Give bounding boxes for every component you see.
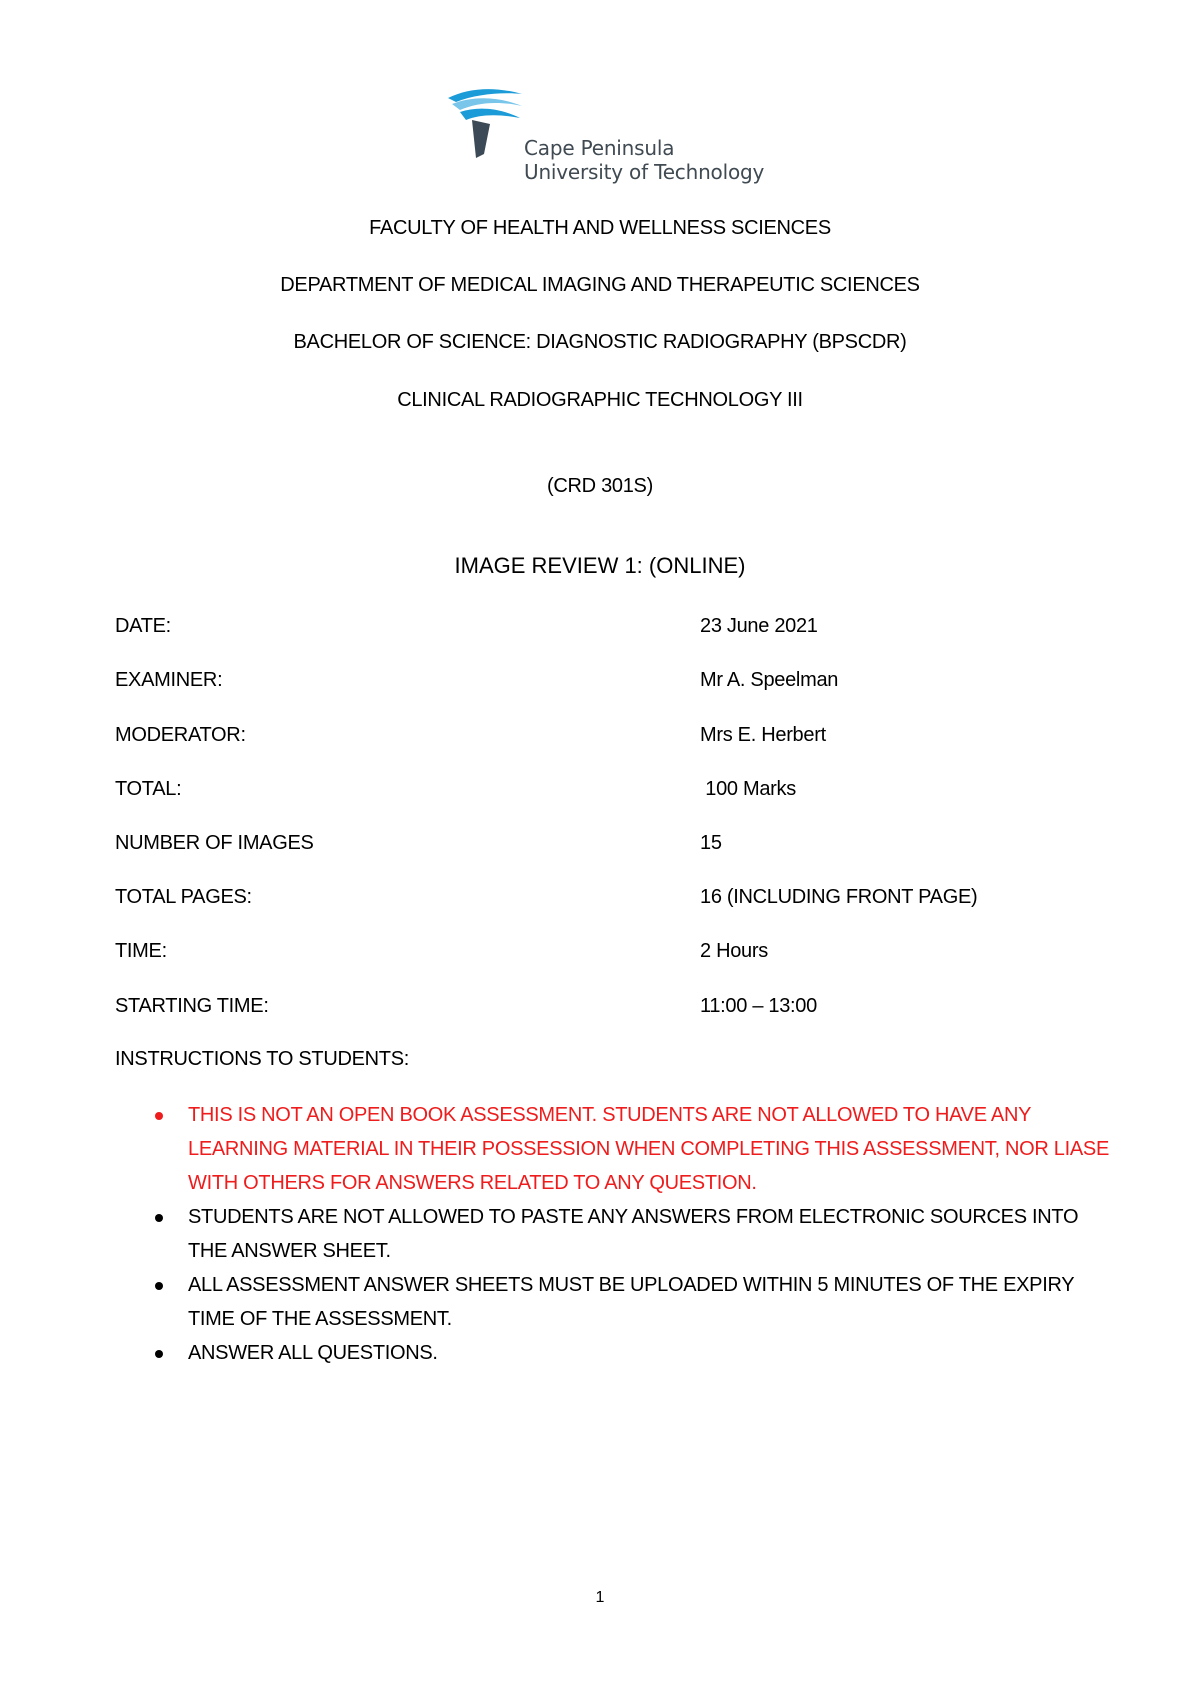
detail-label: NUMBER OF IMAGES xyxy=(115,832,314,854)
detail-value: 16 (INCLUDING FRONT PAGE) xyxy=(700,886,978,908)
detail-value: Mrs E. Herbert xyxy=(700,724,826,746)
detail-label: MODERATOR: xyxy=(115,724,246,746)
list-item xyxy=(115,1200,1115,1268)
department-heading: DEPARTMENT OF MEDICAL IMAGING AND THERAPEUTIC SCIENCES xyxy=(280,274,920,296)
list-item xyxy=(115,1098,1115,1200)
page-number: 1 xyxy=(595,1589,605,1606)
bullet-icon xyxy=(155,1350,163,1358)
instruction-text: ALL ASSESSMENT ANSWER SHEETS MUST BE UPLOADED WITHIN 5 MINUTES OF THE EXPIRY TIME OF THE ASSESSMENT. xyxy=(188,1274,1074,1330)
subject-heading: CLINICAL RADIOGRAPHIC TECHNOLOGY III xyxy=(397,389,803,411)
bullet-icon xyxy=(155,1214,163,1222)
logo-wordmark xyxy=(524,136,764,184)
logo-line-2: University of Technology xyxy=(524,160,765,184)
detail-value: 23 June 2021 xyxy=(700,615,818,637)
logo-line-1: Cape Peninsula xyxy=(524,136,675,160)
detail-value: 11:00 – 13:00 xyxy=(700,995,817,1017)
university-logo xyxy=(446,84,766,194)
bullet-icon xyxy=(155,1282,163,1290)
degree-heading: BACHELOR OF SCIENCE: DIAGNOSTIC RADIOGRAPHY (BPSCDR) xyxy=(293,331,907,353)
university-logo-mark xyxy=(446,84,526,194)
detail-value: Mr A. Speelman xyxy=(700,669,839,691)
list-item xyxy=(115,1336,1115,1370)
instruction-text: ANSWER ALL QUESTIONS. xyxy=(188,1342,438,1364)
instruction-text: STUDENTS ARE NOT ALLOWED TO PASTE ANY ANSWERS FROM ELECTRONIC SOURCES INTO THE ANSWER SHEET. xyxy=(188,1206,1079,1262)
detail-label: DATE: xyxy=(115,615,171,637)
bullet-icon xyxy=(155,1112,163,1120)
detail-label: TOTAL: xyxy=(115,778,182,800)
detail-label: EXAMINER: xyxy=(115,669,223,691)
instructions-list xyxy=(115,1098,1115,1370)
detail-label: STARTING TIME: xyxy=(115,995,269,1017)
course-code: (CRD 301S) xyxy=(547,475,653,497)
detail-label: TIME: xyxy=(115,940,167,962)
instructions-heading: INSTRUCTIONS TO STUDENTS: xyxy=(115,1048,410,1070)
detail-value: 15 xyxy=(700,832,722,854)
instruction-text: THIS IS NOT AN OPEN BOOK ASSESSMENT. STUDENTS ARE NOT ALLOWED TO HAVE ANY LEARNING MATERIAL IN THEIR POSSESSION WHEN COMPLETING THIS ASSESSMENT, NOR LIASE WITH OTHERS FOR ANSWERS RELATED TO ANY QUESTION. xyxy=(188,1104,1110,1194)
detail-value: 2 Hours xyxy=(700,940,768,962)
detail-label: TOTAL PAGES: xyxy=(115,886,252,908)
detail-value: 100 Marks xyxy=(700,778,796,800)
list-item xyxy=(115,1268,1115,1336)
assessment-title: IMAGE REVIEW 1: (ONLINE) xyxy=(454,553,746,578)
faculty-heading: FACULTY OF HEALTH AND WELLNESS SCIENCES xyxy=(369,217,831,239)
